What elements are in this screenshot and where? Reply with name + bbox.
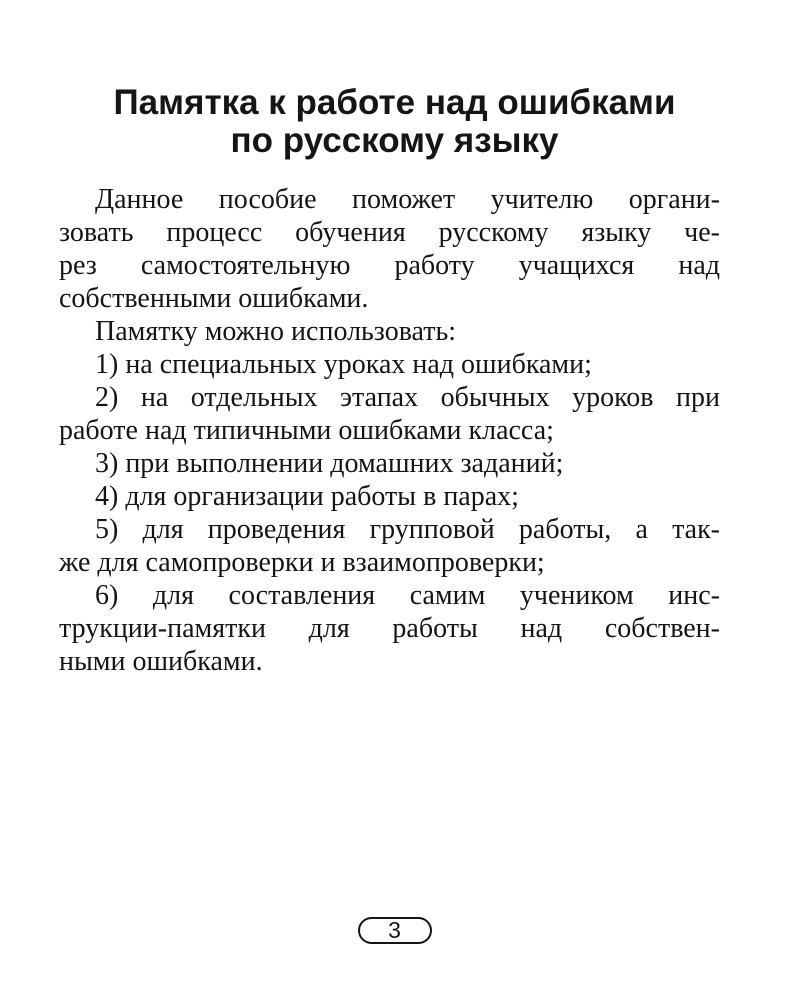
text-line: 6) для составления самим учеником инс- (95, 580, 720, 611)
text-line: работе над типичными ошибками класса; (59, 415, 554, 446)
text-line: зовать процесс обучения русскому языку че- (59, 217, 720, 248)
text-line: 4) для организации работы в парах; (95, 481, 519, 512)
text-line: Данное пособие поможет учителю органи- (95, 184, 720, 215)
text-line: же для самопроверки и взаимопроверки; (59, 547, 545, 578)
text-line: рез самостоятельную работу учащихся над (59, 250, 720, 281)
text-line: собственными ошибками. (59, 283, 369, 314)
text-line: 3) при выполнении домашних заданий; (95, 448, 564, 479)
text-line: 5) для проведения групповой работы, а так- (95, 514, 720, 545)
title-line-1: Памятка к работе над ошибками (113, 83, 676, 122)
page-number-badge (358, 917, 432, 944)
text-line: 1) на специальных уроках над ошибками; (95, 349, 592, 380)
text-line: ными ошибками. (59, 646, 263, 677)
title-line-2: по русскому языку (230, 121, 559, 160)
text-line: Памятку можно использовать: (95, 316, 457, 347)
page-number: 3 (388, 917, 401, 943)
body-text (59, 183, 720, 678)
text-line: 2) на отдельных этапах обычных уроков при (95, 382, 720, 413)
page-title (0, 84, 789, 160)
text-line: трукции-памятки для работы над собствен- (59, 613, 720, 644)
